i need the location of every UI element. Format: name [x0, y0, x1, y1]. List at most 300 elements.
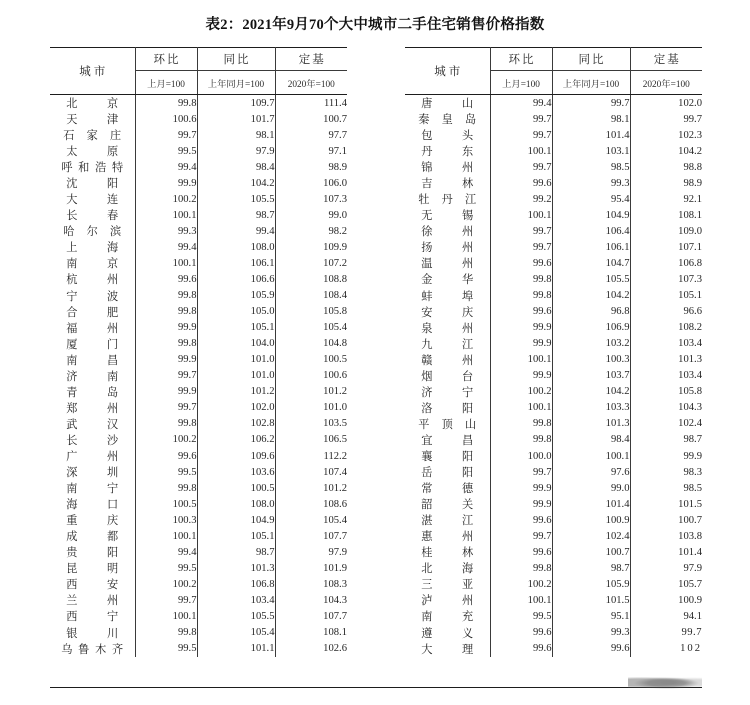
cell-city [50, 560, 135, 576]
table-row [50, 288, 347, 304]
table-row [405, 592, 702, 608]
cell-yoy: 105.1 [197, 528, 275, 544]
cell-mom: 99.7 [490, 127, 552, 143]
cell-base: 100.7 [678, 514, 702, 526]
cell-mom: 99.5 [135, 560, 197, 576]
cell-base: 102.0 [678, 97, 702, 109]
cell-base: 105.1 [678, 290, 702, 302]
cell-base: 101.9 [323, 562, 347, 574]
cell-city [405, 592, 490, 608]
cell-city [50, 641, 135, 657]
city-name: 遵义 [421, 627, 474, 640]
cell-city [405, 223, 490, 239]
cell-base: 107.1 [678, 241, 702, 253]
cell-yoy: 99.3 [552, 175, 630, 191]
cell-yoy: 104.0 [197, 336, 275, 352]
cell-mom: 99.6 [490, 175, 552, 191]
city-name: 哈尔滨 [63, 226, 122, 239]
cell-mom: 99.8 [135, 625, 197, 641]
cell-yoy: 99.3 [552, 625, 630, 641]
cell-mom: 99.8 [490, 432, 552, 448]
cell-yoy: 105.9 [197, 288, 275, 304]
cell-mom: 99.7 [490, 223, 552, 239]
table-row [50, 143, 347, 159]
table-row [50, 368, 347, 384]
cell-yoy: 101.1 [197, 641, 275, 657]
table-row [405, 400, 702, 416]
cell-yoy: 106.9 [552, 320, 630, 336]
cell-city [405, 496, 490, 512]
cell-base: 105.8 [323, 306, 347, 318]
table-row [50, 608, 347, 624]
cell-yoy: 103.6 [197, 464, 275, 480]
cell-mom: 99.9 [490, 336, 552, 352]
cell-yoy: 100.7 [552, 544, 630, 560]
cell-yoy: 106.4 [552, 223, 630, 239]
city-name: 扬州 [421, 242, 474, 255]
cell-yoy: 99.7 [552, 95, 630, 112]
city-name: 平顶山 [418, 418, 477, 431]
cell-base: 102.3 [678, 129, 702, 141]
cell-yoy: 100.5 [197, 480, 275, 496]
header-city: 城市 [405, 48, 490, 95]
cell-mom: 99.7 [490, 159, 552, 175]
cell-mom: 99.9 [490, 480, 552, 496]
cell-city [50, 271, 135, 287]
cell-mom: 100.1 [135, 207, 197, 223]
cell-base: 107.7 [323, 610, 347, 622]
cell-base: 109.0 [678, 225, 702, 237]
cell-city [405, 304, 490, 320]
cell-base: 101.5 [678, 498, 702, 510]
cell-base: 107.3 [678, 273, 702, 285]
city-name: 石家庄 [63, 130, 122, 143]
city-name: 郑州 [66, 402, 119, 415]
city-name: 岳阳 [421, 467, 474, 480]
city-name: 南充 [421, 611, 474, 624]
cell-mom: 99.6 [135, 271, 197, 287]
city-name: 洛阳 [421, 402, 474, 415]
cell-mom: 100.1 [135, 528, 197, 544]
cell-yoy: 98.4 [197, 159, 275, 175]
cell-base: 104.2 [678, 145, 702, 157]
table-row [405, 336, 702, 352]
table-row [405, 304, 702, 320]
cell-city [405, 625, 490, 641]
city-name: 韶关 [421, 499, 474, 512]
cell-base: 98.9 [328, 161, 347, 173]
cell-base: 97.1 [328, 145, 347, 157]
table-row [405, 576, 702, 592]
cell-city [405, 336, 490, 352]
cell-city [405, 544, 490, 560]
header-base: 定基 [630, 48, 702, 71]
cell-city [405, 448, 490, 464]
city-name: 唐山 [421, 98, 474, 110]
cell-mom: 99.8 [490, 288, 552, 304]
cell-yoy: 97.9 [197, 143, 275, 159]
cell-mom: 100.2 [490, 576, 552, 592]
cell-city [50, 223, 135, 239]
cell-mom: 99.8 [490, 271, 552, 287]
cell-mom: 99.7 [490, 111, 552, 127]
city-name: 南京 [66, 258, 119, 271]
city-name: 太原 [66, 146, 119, 159]
table-row [405, 207, 702, 223]
header-base-sub: 2020年=100 [275, 71, 347, 95]
city-name: 昆明 [66, 563, 119, 576]
cell-mom: 99.6 [490, 304, 552, 320]
cell-mom: 99.8 [490, 560, 552, 576]
cell-yoy: 104.2 [552, 384, 630, 400]
table-row [50, 625, 347, 641]
city-name: 泉州 [421, 322, 474, 335]
city-name: 重庆 [66, 515, 119, 528]
city-name: 金华 [421, 274, 474, 287]
table-row [50, 592, 347, 608]
table-right-half [405, 47, 702, 657]
table-row [50, 448, 347, 464]
cell-yoy: 99.0 [552, 480, 630, 496]
cell-city [50, 127, 135, 143]
cell-yoy: 98.5 [552, 159, 630, 175]
cell-mom: 99.6 [135, 448, 197, 464]
cell-city [50, 464, 135, 480]
cell-city [50, 625, 135, 641]
city-name: 牡丹江 [418, 194, 477, 207]
table-row [405, 271, 702, 287]
cell-mom: 99.6 [490, 625, 552, 641]
cell-mom: 99.2 [490, 191, 552, 207]
cell-yoy: 101.4 [552, 496, 630, 512]
table-row [405, 223, 702, 239]
cell-mom: 99.8 [135, 416, 197, 432]
table-row [405, 384, 702, 400]
cell-yoy: 103.4 [197, 592, 275, 608]
city-name: 徐州 [421, 226, 474, 239]
cell-base: 105.8 [678, 386, 702, 398]
city-name: 武汉 [66, 418, 119, 431]
table-row [405, 288, 702, 304]
table-row [50, 304, 347, 320]
cell-base: 97.9 [328, 546, 347, 558]
cell-base: 107.7 [323, 530, 347, 542]
table-row [405, 320, 702, 336]
city-name: 长沙 [66, 434, 119, 447]
cell-mom: 100.5 [135, 496, 197, 512]
cell-mom: 99.6 [490, 641, 552, 657]
city-name: 宁波 [66, 290, 119, 303]
table-row [50, 352, 347, 368]
cell-city [405, 159, 490, 175]
city-name: 湛江 [421, 515, 474, 528]
table-row [50, 159, 347, 175]
cell-base: 92.1 [683, 193, 702, 205]
cell-mom: 99.5 [135, 641, 197, 657]
cell-mom: 99.5 [135, 143, 197, 159]
city-name: 襄阳 [421, 451, 474, 463]
cell-mom: 100.1 [490, 400, 552, 416]
city-name: 深圳 [66, 467, 119, 480]
header-yoy-sub: 上年同月=100 [197, 71, 275, 95]
cell-mom: 99.7 [490, 464, 552, 480]
cell-base: 102.4 [678, 418, 702, 430]
cell-mom: 99.8 [135, 95, 197, 112]
cell-base: 107.4 [323, 466, 347, 478]
cell-city [405, 641, 490, 657]
city-name: 济南 [66, 370, 119, 383]
cell-base: 103.4 [678, 370, 702, 382]
cell-yoy: 99.6 [552, 641, 630, 657]
cell-city [405, 560, 490, 576]
cell-city [50, 592, 135, 608]
city-name: 北京 [66, 98, 119, 110]
cell-city [405, 175, 490, 191]
cell-mom: 99.4 [490, 95, 552, 112]
cell-city [405, 352, 490, 368]
table-body-left [50, 95, 347, 657]
cell-city [50, 576, 135, 592]
cell-mom: 99.7 [135, 127, 197, 143]
city-name: 厦门 [66, 338, 119, 351]
cell-yoy: 108.0 [197, 496, 275, 512]
cell-yoy: 100.3 [552, 352, 630, 368]
cell-base: 100.7 [323, 113, 347, 125]
cell-mom: 100.1 [135, 255, 197, 271]
cell-yoy: 106.8 [197, 576, 275, 592]
cell-yoy: 95.1 [552, 608, 630, 624]
cell-city [405, 416, 490, 432]
cell-yoy: 100.9 [552, 512, 630, 528]
cell-base: 105.4 [323, 322, 347, 334]
cell-city [50, 255, 135, 271]
cell-mom: 99.8 [490, 416, 552, 432]
city-name: 常德 [421, 483, 474, 496]
table-row [405, 432, 702, 448]
cell-mom: 100.3 [135, 512, 197, 528]
cell-yoy: 101.5 [552, 592, 630, 608]
city-name: 青岛 [66, 386, 119, 399]
city-name: 海口 [66, 499, 119, 512]
table-row [405, 255, 702, 271]
city-name: 赣州 [421, 354, 474, 367]
city-name: 蚌埠 [421, 290, 474, 303]
cell-mom: 100.1 [490, 352, 552, 368]
cell-base: 100.9 [678, 594, 702, 606]
cell-yoy: 104.9 [197, 512, 275, 528]
cell-mom: 99.6 [490, 544, 552, 560]
city-name: 大理 [421, 643, 474, 656]
cell-mom: 100.2 [135, 432, 197, 448]
table-row [50, 384, 347, 400]
table-row [405, 239, 702, 255]
cell-yoy: 109.6 [197, 448, 275, 464]
city-name: 桂林 [421, 547, 474, 560]
cell-city [405, 95, 490, 112]
cell-yoy: 102.0 [197, 400, 275, 416]
cell-base: 106.8 [678, 257, 702, 269]
cell-mom: 100.6 [135, 111, 197, 127]
cell-city [405, 320, 490, 336]
cell-mom: 99.9 [135, 352, 197, 368]
cell-city [50, 239, 135, 255]
city-name: 济宁 [421, 386, 474, 399]
cell-city [50, 352, 135, 368]
cell-mom: 99.8 [135, 304, 197, 320]
city-name: 沈阳 [66, 178, 119, 191]
cell-base: 104.8 [323, 338, 347, 350]
cell-city [405, 288, 490, 304]
cell-city [405, 480, 490, 496]
cell-mom: 99.4 [135, 544, 197, 560]
city-name: 九江 [421, 338, 474, 351]
table-row [405, 143, 702, 159]
table-row [405, 544, 702, 560]
city-name: 杭州 [66, 274, 119, 287]
table-row [50, 560, 347, 576]
cell-yoy: 105.0 [197, 304, 275, 320]
cell-mom: 100.1 [490, 592, 552, 608]
cell-base: 107.2 [323, 257, 347, 269]
cell-yoy: 101.2 [197, 384, 275, 400]
cell-yoy: 104.9 [552, 207, 630, 223]
table-row [50, 223, 347, 239]
cell-yoy: 105.9 [552, 576, 630, 592]
cell-city [50, 304, 135, 320]
table-row [50, 641, 347, 657]
cell-base: 101.2 [323, 386, 347, 398]
cell-yoy: 103.2 [552, 336, 630, 352]
header-yoy: 同比 [197, 48, 275, 71]
cell-base: 108.1 [678, 209, 702, 221]
table-row [50, 255, 347, 271]
table-row [50, 271, 347, 287]
cell-mom: 99.5 [135, 464, 197, 480]
cell-city [405, 464, 490, 480]
cell-city [50, 207, 135, 223]
cell-mom: 99.8 [135, 480, 197, 496]
cell-base: 106.5 [323, 434, 347, 446]
cell-mom: 99.9 [490, 368, 552, 384]
cell-yoy: 109.7 [197, 95, 275, 112]
table-row [405, 464, 702, 480]
cell-mom: 100.2 [490, 384, 552, 400]
table-row [405, 191, 702, 207]
cell-yoy: 104.7 [552, 255, 630, 271]
city-name: 兰州 [66, 595, 119, 608]
cell-yoy: 101.3 [197, 560, 275, 576]
cell-base: 103.5 [323, 418, 347, 430]
table-row [50, 111, 347, 127]
cell-yoy: 98.1 [552, 111, 630, 127]
cell-base: 98.3 [683, 466, 702, 478]
cell-city [405, 368, 490, 384]
cell-yoy: 103.3 [552, 400, 630, 416]
cell-yoy: 99.4 [197, 223, 275, 239]
city-name: 成都 [66, 531, 119, 544]
cell-city [405, 191, 490, 207]
cell-city [405, 384, 490, 400]
cell-yoy: 101.3 [552, 416, 630, 432]
city-name: 西宁 [66, 611, 119, 624]
cell-base: 102 [680, 643, 702, 655]
cell-city [405, 143, 490, 159]
cell-base: 108.4 [323, 290, 347, 302]
city-name: 天津 [66, 114, 119, 127]
cell-mom: 100.2 [135, 191, 197, 207]
cell-yoy: 101.0 [197, 352, 275, 368]
city-name: 南昌 [66, 354, 119, 367]
header-mom-sub: 上月=100 [490, 71, 552, 95]
cell-base: 96.6 [683, 306, 702, 318]
table-row [405, 480, 702, 496]
cell-city [405, 271, 490, 287]
table-row [50, 95, 347, 112]
cell-yoy: 108.0 [197, 239, 275, 255]
city-name: 合肥 [66, 306, 119, 319]
cell-city [405, 608, 490, 624]
cell-base: 101.0 [323, 402, 347, 414]
table-row [405, 159, 702, 175]
cell-mom: 100.2 [135, 576, 197, 592]
table-row [405, 608, 702, 624]
cell-base: 98.2 [328, 225, 347, 237]
city-name: 无锡 [421, 210, 474, 223]
cell-mom: 99.7 [490, 528, 552, 544]
cell-yoy: 101.4 [552, 127, 630, 143]
cell-yoy: 98.1 [197, 127, 275, 143]
table-row [50, 432, 347, 448]
cell-city [405, 432, 490, 448]
header-yoy: 同比 [552, 48, 630, 71]
cell-mom: 99.8 [135, 336, 197, 352]
cell-city [50, 416, 135, 432]
cell-yoy: 106.1 [197, 255, 275, 271]
cell-city [50, 288, 135, 304]
table-left-half [50, 47, 347, 657]
city-name: 福州 [66, 322, 119, 335]
cell-city [50, 175, 135, 191]
table-body-right [405, 95, 702, 657]
city-name: 秦皇岛 [418, 114, 477, 127]
cell-mom: 99.9 [135, 384, 197, 400]
cell-yoy: 106.2 [197, 432, 275, 448]
cell-mom: 100.1 [490, 143, 552, 159]
cell-base: 99.7 [681, 627, 702, 639]
cell-yoy: 105.5 [552, 271, 630, 287]
cell-yoy: 100.1 [552, 448, 630, 464]
table-row [50, 336, 347, 352]
cell-base: 105.4 [323, 514, 347, 526]
city-name: 广州 [66, 451, 119, 463]
cell-base: 103.8 [678, 530, 702, 542]
cell-city [50, 384, 135, 400]
price-index-table [50, 47, 702, 657]
cell-yoy: 103.1 [552, 143, 630, 159]
cell-mom: 99.3 [135, 223, 197, 239]
cell-base: 103.4 [678, 338, 702, 350]
cell-yoy: 98.7 [197, 544, 275, 560]
cell-yoy: 104.2 [552, 288, 630, 304]
header-base-sub: 2020年=100 [630, 71, 702, 95]
table-row [50, 207, 347, 223]
city-name: 烟台 [421, 370, 474, 383]
cell-base: 108.8 [323, 273, 347, 285]
cell-yoy: 102.8 [197, 416, 275, 432]
cell-base: 108.2 [678, 322, 702, 334]
page-title: 表2：2021年9月70个大中城市二手住宅销售价格指数 [205, 17, 545, 33]
cell-base: 98.8 [683, 161, 702, 173]
